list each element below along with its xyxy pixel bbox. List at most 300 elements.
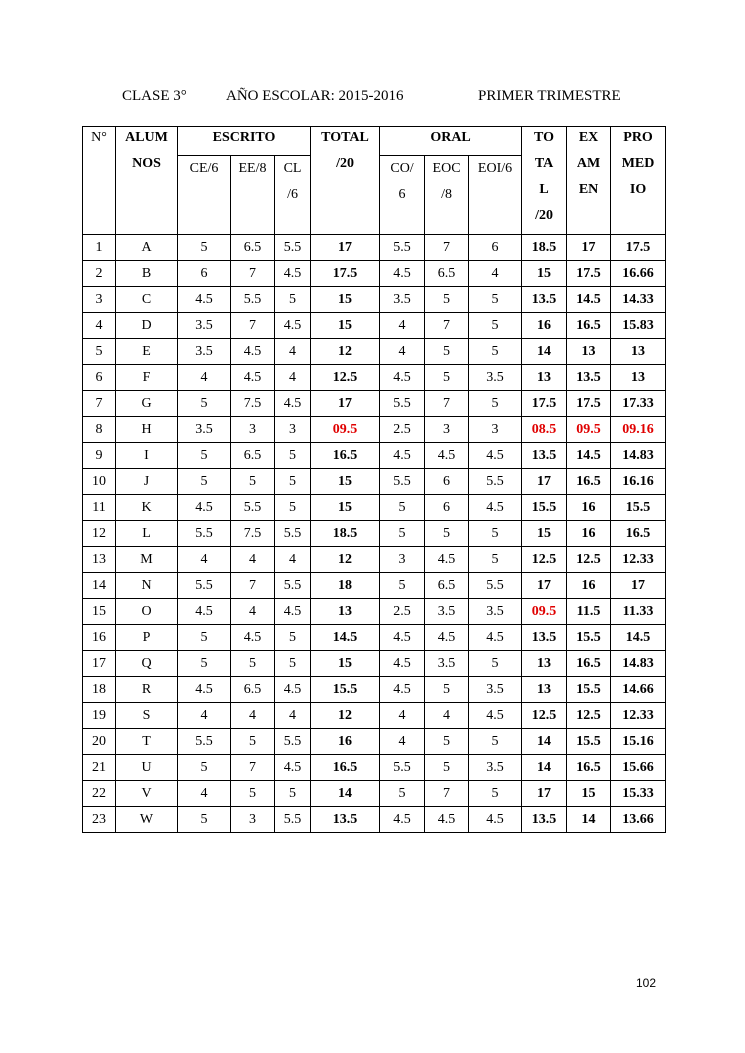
table-row	[83, 235, 666, 261]
cell-total: 17	[311, 235, 380, 261]
cell-eoc: 5	[425, 521, 469, 547]
cell-promedio: 13	[611, 339, 666, 365]
cell-co: 2.5	[380, 599, 425, 625]
col-header-examen: EX AM EN	[567, 127, 611, 235]
cell-num: 17	[83, 651, 116, 677]
cell-promedio: 15.66	[611, 755, 666, 781]
cell-co: 4	[380, 729, 425, 755]
cell-promedio: 17	[611, 573, 666, 599]
cell-ce: 5.5	[178, 573, 231, 599]
table-row	[83, 287, 666, 313]
cell-cl: 4	[275, 547, 311, 573]
cell-eoc: 3	[425, 417, 469, 443]
cell-co: 2.5	[380, 417, 425, 443]
page-number: 102	[636, 976, 657, 990]
cell-eoc: 7	[425, 235, 469, 261]
cell-cl: 4.5	[275, 261, 311, 287]
cell-total2: 13.5	[522, 807, 567, 833]
cell-total2: 14	[522, 729, 567, 755]
col-header-co: CO/ 6	[380, 156, 425, 235]
cell-promedio: 15.33	[611, 781, 666, 807]
table-row	[83, 547, 666, 573]
cell-total: 15	[311, 287, 380, 313]
cell-co: 4.5	[380, 365, 425, 391]
cell-num: 4	[83, 313, 116, 339]
cell-cl: 4.5	[275, 599, 311, 625]
cell-ce: 4.5	[178, 495, 231, 521]
cell-ce: 3.5	[178, 339, 231, 365]
cell-co: 5	[380, 781, 425, 807]
cell-alumno: K	[116, 495, 178, 521]
cell-num: 11	[83, 495, 116, 521]
cell-ee: 4	[231, 547, 275, 573]
cell-cl: 5.5	[275, 729, 311, 755]
cell-co: 5.5	[380, 755, 425, 781]
cell-eoi: 4.5	[469, 443, 522, 469]
cell-co: 4	[380, 313, 425, 339]
cell-num: 2	[83, 261, 116, 287]
cell-co: 4.5	[380, 625, 425, 651]
cell-eoi: 6	[469, 235, 522, 261]
cell-num: 8	[83, 417, 116, 443]
cell-ee: 5	[231, 469, 275, 495]
table-row	[83, 521, 666, 547]
cell-cl: 5	[275, 495, 311, 521]
cell-examen: 15.5	[567, 677, 611, 703]
cell-ce: 5.5	[178, 729, 231, 755]
cell-alumno: M	[116, 547, 178, 573]
table-row	[83, 729, 666, 755]
table-row	[83, 677, 666, 703]
cell-examen: 17.5	[567, 261, 611, 287]
cell-eoi: 3.5	[469, 365, 522, 391]
cell-promedio: 15.16	[611, 729, 666, 755]
cell-eoi: 5	[469, 729, 522, 755]
cell-examen: 12.5	[567, 703, 611, 729]
cell-ee: 5	[231, 729, 275, 755]
cell-eoc: 4	[425, 703, 469, 729]
cell-total2: 15	[522, 521, 567, 547]
cell-alumno: Q	[116, 651, 178, 677]
cell-total: 18.5	[311, 521, 380, 547]
cell-eoi: 4.5	[469, 495, 522, 521]
cell-ce: 5	[178, 625, 231, 651]
cell-eoi: 3.5	[469, 755, 522, 781]
cell-total: 12	[311, 547, 380, 573]
cell-co: 5	[380, 521, 425, 547]
cell-ce: 4	[178, 703, 231, 729]
cell-cl: 5.5	[275, 573, 311, 599]
document-header	[0, 88, 745, 108]
cell-num: 6	[83, 365, 116, 391]
cell-ee: 4.5	[231, 365, 275, 391]
table-row	[83, 625, 666, 651]
cell-eoi: 5	[469, 313, 522, 339]
cell-eoi: 5	[469, 521, 522, 547]
cell-eoi: 5	[469, 287, 522, 313]
cell-examen: 14.5	[567, 443, 611, 469]
cell-total: 15.5	[311, 677, 380, 703]
cell-examen: 16	[567, 495, 611, 521]
cell-alumno: A	[116, 235, 178, 261]
cell-co: 4	[380, 703, 425, 729]
col-header-ce: CE/6	[178, 156, 231, 235]
cell-num: 1	[83, 235, 116, 261]
cell-cl: 4	[275, 365, 311, 391]
cell-co: 4.5	[380, 443, 425, 469]
table-row	[83, 807, 666, 833]
table-row	[83, 339, 666, 365]
cell-total2: 17	[522, 573, 567, 599]
cell-ce: 3.5	[178, 313, 231, 339]
cell-promedio: 12.33	[611, 547, 666, 573]
cell-alumno: E	[116, 339, 178, 365]
cell-eoc: 4.5	[425, 443, 469, 469]
cell-co: 5	[380, 573, 425, 599]
cell-ee: 4.5	[231, 339, 275, 365]
cell-promedio: 14.83	[611, 443, 666, 469]
table-row	[83, 703, 666, 729]
cell-num: 23	[83, 807, 116, 833]
cell-promedio: 15.5	[611, 495, 666, 521]
cell-num: 15	[83, 599, 116, 625]
cell-examen: 11.5	[567, 599, 611, 625]
cell-promedio: 16.66	[611, 261, 666, 287]
cell-num: 14	[83, 573, 116, 599]
cell-ce: 4	[178, 365, 231, 391]
cell-eoc: 4.5	[425, 625, 469, 651]
cell-ce: 5	[178, 755, 231, 781]
cell-promedio: 14.66	[611, 677, 666, 703]
cell-total: 13.5	[311, 807, 380, 833]
class-label: CLASE 3°	[122, 88, 187, 104]
table-row	[83, 495, 666, 521]
cell-eoi: 5.5	[469, 469, 522, 495]
cell-total: 13	[311, 599, 380, 625]
cell-co: 4.5	[380, 651, 425, 677]
cell-examen: 16.5	[567, 651, 611, 677]
col-header-num: N°	[83, 127, 116, 235]
cell-examen: 16.5	[567, 313, 611, 339]
cell-num: 19	[83, 703, 116, 729]
cell-cl: 5	[275, 469, 311, 495]
cell-total2: 13	[522, 365, 567, 391]
trimester-label: PRIMER TRIMESTRE	[478, 88, 621, 104]
cell-total: 14	[311, 781, 380, 807]
cell-promedio: 09.16	[611, 417, 666, 443]
col-header-total2: TO TA L /20	[522, 127, 567, 235]
cell-examen: 17.5	[567, 391, 611, 417]
cell-eoi: 5.5	[469, 573, 522, 599]
cell-alumno: R	[116, 677, 178, 703]
cell-alumno: V	[116, 781, 178, 807]
cell-total: 12.5	[311, 365, 380, 391]
cell-eoc: 5	[425, 729, 469, 755]
cell-eoi: 3.5	[469, 599, 522, 625]
cell-examen: 16	[567, 521, 611, 547]
cell-ce: 5	[178, 443, 231, 469]
cell-examen: 15.5	[567, 729, 611, 755]
cell-eoi: 3.5	[469, 677, 522, 703]
school-year-label: AÑO ESCOLAR: 2015-2016	[226, 88, 404, 104]
cell-total2: 09.5	[522, 599, 567, 625]
col-header-escrito: ESCRITO	[178, 127, 311, 156]
col-header-eoi: EOI/6	[469, 156, 522, 235]
cell-ee: 7	[231, 261, 275, 287]
cell-alumno: J	[116, 469, 178, 495]
cell-co: 3	[380, 547, 425, 573]
table-row	[83, 781, 666, 807]
col-header-cl: CL /6	[275, 156, 311, 235]
cell-eoc: 3.5	[425, 651, 469, 677]
cell-eoc: 6.5	[425, 573, 469, 599]
cell-eoc: 4.5	[425, 547, 469, 573]
cell-total: 16.5	[311, 443, 380, 469]
cell-ce: 5	[178, 469, 231, 495]
cell-total2: 14	[522, 339, 567, 365]
cell-ee: 6.5	[231, 443, 275, 469]
table-row	[83, 417, 666, 443]
cell-cl: 5	[275, 443, 311, 469]
cell-total2: 12.5	[522, 547, 567, 573]
cell-total: 15	[311, 495, 380, 521]
cell-eoc: 6	[425, 495, 469, 521]
cell-ee: 4	[231, 599, 275, 625]
cell-num: 13	[83, 547, 116, 573]
cell-alumno: I	[116, 443, 178, 469]
cell-total: 15	[311, 469, 380, 495]
cell-total: 15	[311, 313, 380, 339]
cell-ce: 4	[178, 547, 231, 573]
cell-ee: 6.5	[231, 677, 275, 703]
cell-num: 22	[83, 781, 116, 807]
cell-eoi: 5	[469, 651, 522, 677]
cell-eoi: 5	[469, 391, 522, 417]
cell-co: 4.5	[380, 677, 425, 703]
cell-cl: 5	[275, 651, 311, 677]
cell-cl: 4	[275, 339, 311, 365]
cell-ee: 5.5	[231, 495, 275, 521]
cell-eoi: 4	[469, 261, 522, 287]
cell-total2: 13	[522, 651, 567, 677]
cell-cl: 4	[275, 703, 311, 729]
cell-examen: 14.5	[567, 287, 611, 313]
cell-examen: 09.5	[567, 417, 611, 443]
cell-promedio: 16.16	[611, 469, 666, 495]
cell-total: 15	[311, 651, 380, 677]
cell-eoc: 7	[425, 313, 469, 339]
cell-eoi: 4.5	[469, 703, 522, 729]
cell-total2: 15	[522, 261, 567, 287]
cell-ce: 6	[178, 261, 231, 287]
cell-alumno: S	[116, 703, 178, 729]
cell-examen: 16	[567, 573, 611, 599]
cell-total2: 15.5	[522, 495, 567, 521]
col-header-promedio: PRO MED IO	[611, 127, 666, 235]
cell-num: 20	[83, 729, 116, 755]
cell-eoi: 5	[469, 547, 522, 573]
cell-alumno: O	[116, 599, 178, 625]
cell-cl: 5	[275, 287, 311, 313]
cell-eoc: 6.5	[425, 261, 469, 287]
cell-co: 4.5	[380, 807, 425, 833]
cell-eoc: 5	[425, 339, 469, 365]
table-row	[83, 365, 666, 391]
cell-eoc: 5	[425, 677, 469, 703]
cell-alumno: L	[116, 521, 178, 547]
cell-cl: 5	[275, 625, 311, 651]
cell-alumno: G	[116, 391, 178, 417]
cell-promedio: 15.83	[611, 313, 666, 339]
cell-cl: 5	[275, 781, 311, 807]
table-row	[83, 651, 666, 677]
table-row	[83, 469, 666, 495]
cell-ee: 7	[231, 755, 275, 781]
cell-ee: 3	[231, 807, 275, 833]
table-row	[83, 599, 666, 625]
cell-num: 16	[83, 625, 116, 651]
cell-eoi: 4.5	[469, 807, 522, 833]
header-row-1	[83, 127, 666, 156]
table-row	[83, 391, 666, 417]
col-header-alumnos: ALUM NOS	[116, 127, 178, 235]
cell-cl: 4.5	[275, 391, 311, 417]
cell-promedio: 14.5	[611, 625, 666, 651]
table-row	[83, 755, 666, 781]
cell-eoc: 4.5	[425, 807, 469, 833]
cell-total: 17	[311, 391, 380, 417]
table-row	[83, 443, 666, 469]
cell-total2: 17	[522, 781, 567, 807]
cell-eoc: 7	[425, 391, 469, 417]
cell-examen: 15.5	[567, 625, 611, 651]
cell-examen: 16.5	[567, 469, 611, 495]
cell-total2: 14	[522, 755, 567, 781]
cell-ee: 3	[231, 417, 275, 443]
cell-total: 12	[311, 339, 380, 365]
cell-co: 5	[380, 495, 425, 521]
cell-promedio: 16.5	[611, 521, 666, 547]
cell-total2: 13.5	[522, 443, 567, 469]
col-header-ee: EE/8	[231, 156, 275, 235]
cell-num: 3	[83, 287, 116, 313]
cell-ee: 6.5	[231, 235, 275, 261]
cell-co: 5.5	[380, 235, 425, 261]
cell-co: 4.5	[380, 261, 425, 287]
cell-alumno: T	[116, 729, 178, 755]
cell-ce: 5	[178, 807, 231, 833]
cell-total: 18	[311, 573, 380, 599]
cell-ce: 4.5	[178, 287, 231, 313]
cell-ee: 5.5	[231, 287, 275, 313]
cell-co: 3.5	[380, 287, 425, 313]
cell-eoc: 7	[425, 781, 469, 807]
cell-eoi: 4.5	[469, 625, 522, 651]
table-row	[83, 313, 666, 339]
cell-ee: 5	[231, 781, 275, 807]
cell-eoi: 5	[469, 339, 522, 365]
cell-num: 9	[83, 443, 116, 469]
cell-num: 12	[83, 521, 116, 547]
cell-alumno: H	[116, 417, 178, 443]
cell-num: 10	[83, 469, 116, 495]
table-row	[83, 573, 666, 599]
cell-total: 16	[311, 729, 380, 755]
cell-promedio: 17.5	[611, 235, 666, 261]
cell-ee: 7	[231, 573, 275, 599]
cell-cl: 4.5	[275, 677, 311, 703]
col-header-eoc: EOC /8	[425, 156, 469, 235]
cell-ce: 5	[178, 651, 231, 677]
cell-eoc: 5	[425, 755, 469, 781]
cell-alumno: N	[116, 573, 178, 599]
cell-eoc: 5	[425, 287, 469, 313]
cell-promedio: 13	[611, 365, 666, 391]
cell-total: 14.5	[311, 625, 380, 651]
grades-table	[82, 126, 666, 833]
cell-cl: 5.5	[275, 235, 311, 261]
cell-cl: 3	[275, 417, 311, 443]
cell-total2: 13.5	[522, 625, 567, 651]
cell-num: 5	[83, 339, 116, 365]
cell-ce: 3.5	[178, 417, 231, 443]
cell-ce: 5	[178, 235, 231, 261]
cell-eoi: 3	[469, 417, 522, 443]
cell-cl: 4.5	[275, 755, 311, 781]
cell-co: 5.5	[380, 469, 425, 495]
cell-alumno: D	[116, 313, 178, 339]
cell-promedio: 13.66	[611, 807, 666, 833]
cell-total2: 13	[522, 677, 567, 703]
cell-ce: 4.5	[178, 677, 231, 703]
cell-alumno: W	[116, 807, 178, 833]
cell-ce: 4	[178, 781, 231, 807]
cell-num: 18	[83, 677, 116, 703]
cell-eoi: 5	[469, 781, 522, 807]
cell-total2: 12.5	[522, 703, 567, 729]
cell-alumno: P	[116, 625, 178, 651]
cell-ee: 5	[231, 651, 275, 677]
cell-total: 17.5	[311, 261, 380, 287]
cell-num: 21	[83, 755, 116, 781]
cell-total: 12	[311, 703, 380, 729]
cell-promedio: 17.33	[611, 391, 666, 417]
cell-co: 4	[380, 339, 425, 365]
cell-total2: 17	[522, 469, 567, 495]
cell-cl: 5.5	[275, 807, 311, 833]
cell-ee: 4.5	[231, 625, 275, 651]
cell-eoc: 6	[425, 469, 469, 495]
cell-total2: 08.5	[522, 417, 567, 443]
col-header-oral: ORAL	[380, 127, 522, 156]
cell-ce: 5	[178, 391, 231, 417]
cell-examen: 16.5	[567, 755, 611, 781]
cell-eoc: 5	[425, 365, 469, 391]
cell-examen: 13.5	[567, 365, 611, 391]
cell-ee: 7	[231, 313, 275, 339]
cell-total: 16.5	[311, 755, 380, 781]
cell-alumno: F	[116, 365, 178, 391]
cell-promedio: 14.83	[611, 651, 666, 677]
cell-ce: 4.5	[178, 599, 231, 625]
cell-eoc: 3.5	[425, 599, 469, 625]
cell-alumno: C	[116, 287, 178, 313]
cell-examen: 13	[567, 339, 611, 365]
cell-examen: 12.5	[567, 547, 611, 573]
table-row	[83, 261, 666, 287]
cell-co: 5.5	[380, 391, 425, 417]
cell-cl: 4.5	[275, 313, 311, 339]
